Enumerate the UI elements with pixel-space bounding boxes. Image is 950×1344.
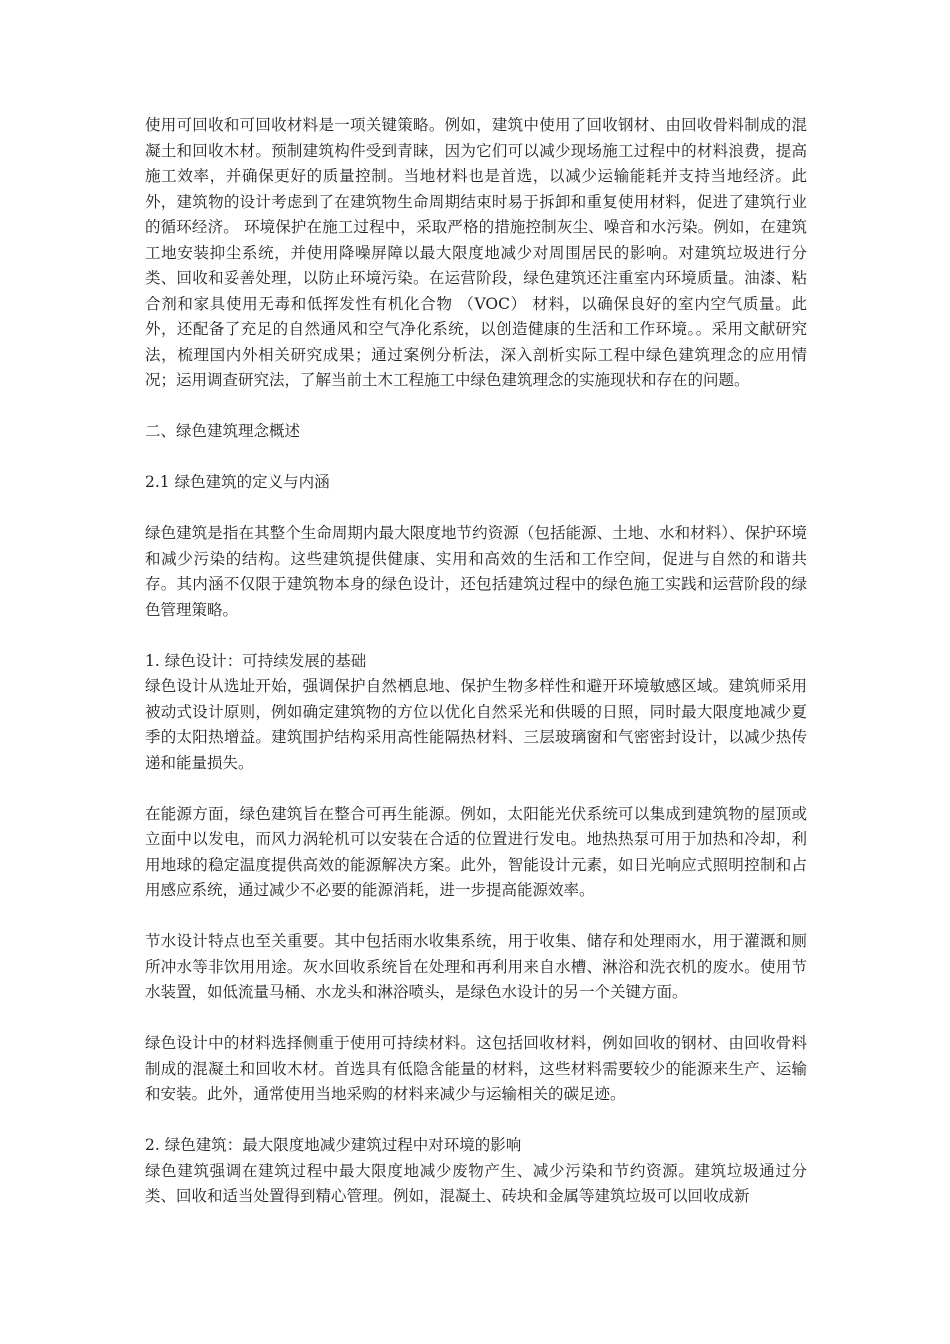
paragraph-green-design: 绿色设计从选址开始，强调保护自然栖息地、保护生物多样性和避开环境敏感区域。建筑师采用被动式设计原则，例如确定建筑物的方位以优化自然采光和供暖的日照，同时最大限度地减少夏季的太阳热增益。建筑围护结构采用高性能隔热材料、三层玻璃窗和气密密封设计，以减少热传递和能量损失。 <box>145 677 807 772</box>
subsection-heading: 2.1 绿色建筑的定义与内涵 <box>145 473 330 491</box>
spacer <box>145 445 807 471</box>
paragraph-intro: 使用可回收和可回收材料是一项关键策略。例如，建筑中使用了回收钢材、由回收骨料制成的混凝土和回收木材。预制建筑构件受到青睐，因为它们可以减少现场施工过程中的材料浪费，提高施工效率，并确保更好的质量控制。当地材料也是首选，以减少运输能耗并支持当地经济。此外，建筑物的设计考虑到了在建筑物生命周期结束时易于拆卸和重复使用材料，促进了建筑行业的循环经济。 环境保护在施工过程中，采取严格的措施控制灰尘、噪音和水污染。例如，在建筑工地安装抑尘系统，并使用降噪屏障以最大限度地减少对周围居民的影响。对建筑垃圾进行分类、回收和妥善处理，以防止环境污染。在运营阶段，绿色建筑还注重室内环境质量。油漆、粘合剂和家具使用无毒和低挥发性有机化合物 （VOC） 材料，以确保良好的室内空气质量。此外，还配备了充足的自然通风和空气净化系统，以创造健康的生活和工作环境。。采用文献研究法，梳理国内外相关研究成果；通过案例分析法，深入剖析实际工程中绿色建筑理念的应用情况；运用调查研究法，了解当前土木工程施工中绿色建筑理念的实施现状和存在的问题。 <box>145 116 807 389</box>
paragraph-green-construction: 绿色建筑强调在建筑过程中最大限度地减少废物产生、减少污染和节约资源。建筑垃圾通过分类、回收和适当处置得到精心管理。例如，混凝土、砖块和金属等建筑垃圾可以回收成新 <box>145 1161 807 1205</box>
paragraph-materials: 绿色设计中的材料选择侧重于使用可持续材料。这包括回收材料，例如回收的钢材、由回收骨料制成的混凝土和回收木材。首选具有低隐含能量的材料，这些材料需要较少的能源来生产、运输和安装。此外，通常使用当地采购的材料来减少与运输相关的碳足迹。 <box>145 1034 807 1103</box>
spacer <box>145 496 807 522</box>
spacer <box>145 776 807 802</box>
paragraph-energy: 在能源方面，绿色建筑旨在整合可再生能源。例如，太阳能光伏系统可以集成到建筑物的屋顶或立面中以发电，而风力涡轮机可以安装在合适的位置进行发电。地热热泵可用于加热和冷却，利用地球的稳定温度提供高效的能源解决方案。此外，智能设计元素，如日光响应式照明控制和占用感应系统，通过减少不必要的能源消耗，进一步提高能源效率。 <box>145 804 807 899</box>
spacer <box>145 623 807 649</box>
section-heading: 二、绿色建筑理念概述 <box>145 422 301 440</box>
spacer <box>145 1006 807 1032</box>
list-heading-green-design: 1. 绿色设计：可持续发展的基础 <box>145 651 367 670</box>
spacer <box>145 904 807 930</box>
spacer <box>145 1108 807 1134</box>
spacer <box>145 394 807 420</box>
paragraph-definition: 绿色建筑是指在其整个生命周期内最大限度地节约资源（包括能源、土地、水和材料）、保护环境和减少污染的结构。这些建筑提供健康、实用和高效的生活和工作空间，促进与自然的和谐共存。其内涵不仅限于建筑物本身的绿色设计，还包括建筑过程中的绿色施工实践和运营阶段的绿色管理策略。 <box>145 524 807 619</box>
document-body <box>145 113 807 1210</box>
paragraph-water: 节水设计特点也至关重要。其中包括雨水收集系统，用于收集、储存和处理雨水，用于灌溉和厕所冲水等非饮用用途。灰水回收系统旨在处理和再利用来自水槽、淋浴和洗衣机的废水。使用节水装置，如低流量马桶、水龙头和淋浴喷头，是绿色水设计的另一个关键方面。 <box>145 932 807 1001</box>
list-heading-green-construction: 2. 绿色建筑：最大限度地减少建筑过程中对环境的影响 <box>145 1136 522 1154</box>
